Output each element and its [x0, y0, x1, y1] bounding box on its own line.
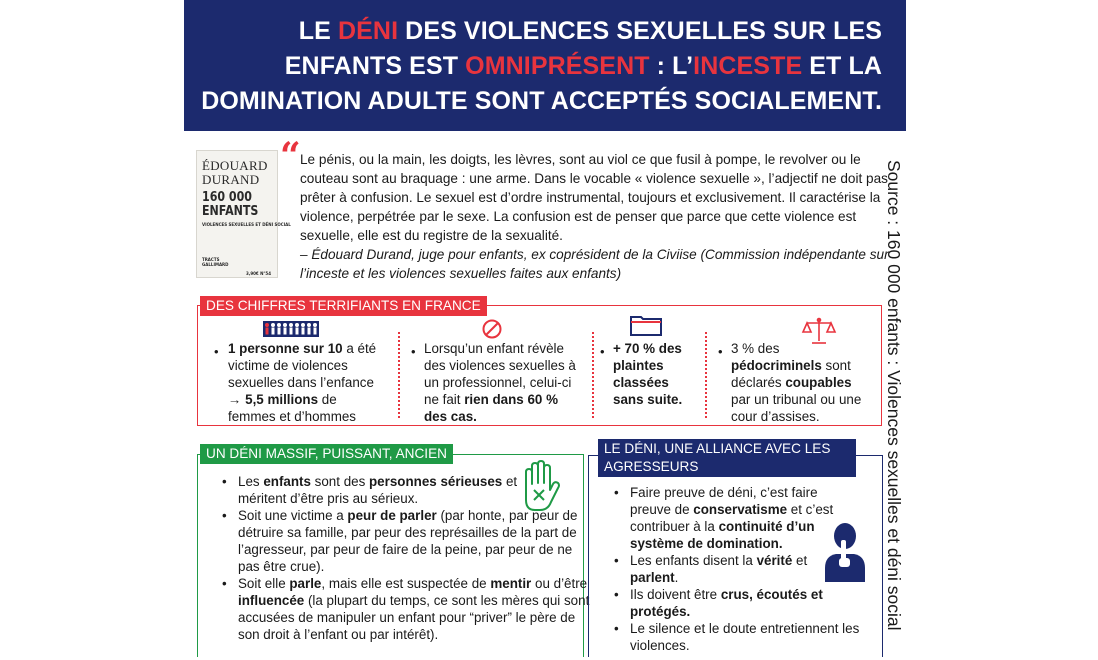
book-publisher: TRACTS GALLIMARD — [202, 257, 229, 267]
divider — [592, 332, 594, 418]
denial-list — [220, 473, 594, 643]
stats-header: DES CHIFFRES TERRIFIANTS EN FRANCE — [200, 296, 487, 316]
denial-header: UN DÉNI MASSIF, PUISSANT, ANCIEN — [200, 444, 453, 464]
header-banner — [184, 0, 906, 131]
list-item: • Soit une victime a peur de parler (par honte, par peur de détruire sa famille, par peur des représailles de la part de l’agresseur, par peur de faire de la peine, par peur de ne pas être crue). — [238, 507, 594, 575]
source-note: Source : 160 000 enfants : Violences sexuelles et déni social — [884, 160, 904, 631]
list-item: • Ils doivent être crus, écoutés et protégés. — [630, 586, 830, 620]
folder-icon — [629, 313, 663, 337]
alliance-list — [612, 484, 892, 654]
bullet: • — [718, 344, 723, 359]
no-symbol-icon — [481, 318, 503, 340]
book-cover — [196, 150, 291, 278]
quote-mark: “ — [280, 135, 301, 177]
quote-text: Le pénis, ou la main, les doigts, les lèvres, sont au viol ce que fusil à pompe, le revolver ou le couteau sont au braquage : une arme. Dans le vocable « violence sexuelle », l’adjectif ne doit pas prêter à confusion. Le sexuel est d’ordre instrumental, toujours et exclusivement. Il caractérise la violence, perpétrée par le sexe. La confusion est de penser que parce que cette violence est sexuelle, elle est du registre de la sexualité. – Édouard Durand, juge pour enfants, ex coprésident de la Civiise (Commission indépendante sur l’inceste et les violences sexuelles faites aux enfants) — [300, 152, 889, 281]
stat-victims: 1 personne sur 10 a été victime de violences sexuelles dans l’enfance → 5,5 millions de femmes et d’hommes — [228, 341, 377, 424]
stat-complaints: + 70 % des plaintes classées sans suite. — [613, 341, 683, 407]
divider — [398, 332, 400, 418]
bullet: • — [411, 344, 416, 359]
list-item: • Les enfants sont des personnes sérieuses et méritent d’être pris au sérieux. — [238, 473, 528, 507]
stat-professionals: Lorsqu’un enfant révèle des violences sexuelles à un professionnel, celui-ci ne fait rien dans 60 % des cas. — [424, 341, 576, 424]
list-item: • Le silence et le doute entretiennent les violences. — [630, 620, 860, 654]
book-number: 3,90€ N°54 — [246, 271, 271, 276]
list-item: • Les enfants disent la vérité et parlent. — [630, 552, 830, 586]
book-subtitle: VIOLENCES SEXUELLES ET DÉNI SOCIAL — [202, 222, 291, 227]
bullet: • — [600, 344, 605, 359]
stat-convictions: 3 % des pédocriminels sont déclarés coupables par un tribunal ou une cour d’assises. — [731, 341, 862, 424]
book-author: ÉDOUARD DURAND — [202, 158, 268, 187]
list-item: • Soit elle parle, mais elle est suspectée de mentir ou d’être influencée (la plupart du temps, ce sont les mères qui sont accusées de manipuler un enfant pour “priver” le père de son droit à l’enfant ou par intérêt). — [238, 575, 594, 643]
divider — [705, 332, 707, 418]
people-icon — [263, 321, 319, 337]
page-title: LE DÉNI DES VIOLENCES SEXUELLES SUR LES ENFANTS EST OMNIPRÉSENT : L’INCESTE ET LA DOMINATION ADULTE SONT ACCEPTÉS SOCIALEMENT. — [201, 17, 882, 115]
quote-attribution: – Édouard Durand, juge pour enfants, ex coprésident de la Civiise (Commission indépendante sur l’inceste et les violences sexuelles faites aux enfants) — [300, 247, 889, 281]
bullet: • — [214, 344, 219, 359]
book-title: 160 000 ENFANTS — [202, 190, 259, 219]
alliance-header: LE DÉNI, UNE ALLIANCE AVEC LES AGRESSEURS — [598, 439, 856, 477]
list-item: • Faire preuve de déni, c’est faire preuve de conservatisme et c’est contribuer à la continuité d’un système de domination. — [630, 484, 835, 552]
